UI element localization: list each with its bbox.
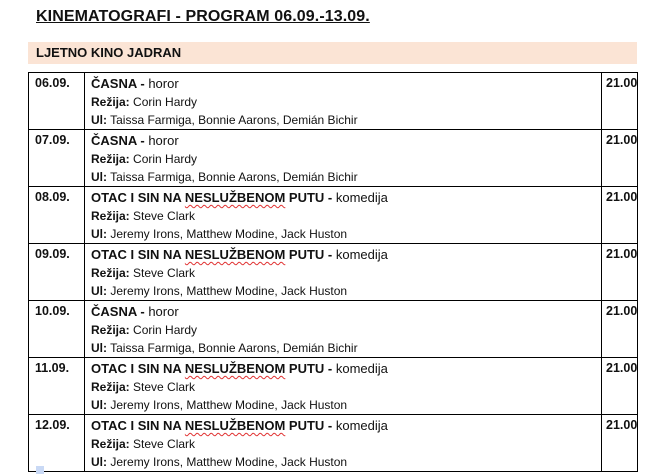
film-line <box>91 132 601 150</box>
director-name: Steve Clark <box>133 266 196 280</box>
film-genre: horor <box>148 304 179 319</box>
screening-time: 21.00 <box>606 418 638 432</box>
film-info <box>85 73 601 129</box>
cast-line <box>91 225 601 243</box>
schedule-row <box>29 358 638 415</box>
cast-names: Jeremy Irons, Matthew Modine, Jack Huston <box>110 455 348 469</box>
film-title-part: OTAC I SIN NA <box>91 190 185 205</box>
cast-names: Taissa Farmiga, Bonnie Aarons, Demián Bichir <box>110 113 358 127</box>
film-title-part: OTAC I SIN NA <box>91 247 185 262</box>
film-title-part: PUTU <box>285 361 325 376</box>
cast-line <box>91 396 601 414</box>
spellcheck-word: NESLUŽBENOM <box>184 361 286 376</box>
cast-names: Taissa Farmiga, Bonnie Aarons, Demián Bichir <box>110 170 358 184</box>
film-title-part: OTAC I SIN NA <box>91 361 185 376</box>
venue-header <box>28 42 637 64</box>
spellcheck-word: NESLUŽBENOM <box>184 247 286 262</box>
film-title <box>91 418 324 433</box>
film-genre: horor <box>148 133 179 148</box>
cast-label: Ul: <box>91 398 107 412</box>
screening-date: 12.09. <box>35 418 70 432</box>
director-line <box>91 207 601 225</box>
screening-date: 06.09. <box>35 76 70 90</box>
film-genre: horor <box>148 76 179 91</box>
schedule-row <box>29 73 638 130</box>
cast-line <box>91 339 601 357</box>
genre-separator: - <box>324 247 336 262</box>
film-title: ČASNA <box>91 304 137 319</box>
screening-time: 21.00 <box>606 76 638 90</box>
film-line <box>91 189 601 207</box>
screening-date: 08.09. <box>35 190 70 204</box>
director-name: Corin Hardy <box>133 95 198 109</box>
film-genre: komedija <box>335 418 388 433</box>
film-line <box>91 360 601 378</box>
schedule-row <box>29 415 638 472</box>
screening-time: 21.00 <box>606 361 638 375</box>
film-title-part: PUTU <box>285 418 325 433</box>
cast-label: Ul: <box>91 284 107 298</box>
director-line <box>91 264 601 282</box>
screening-date: 11.09. <box>35 361 70 375</box>
schedule-row <box>29 130 638 187</box>
cast-line <box>91 453 601 471</box>
film-line <box>91 75 601 93</box>
cast-label: Ul: <box>91 455 107 469</box>
cast-names: Jeremy Irons, Matthew Modine, Jack Huston <box>110 227 348 241</box>
cursor-marker <box>36 466 44 474</box>
director-name: Steve Clark <box>133 437 196 451</box>
film-title <box>91 247 324 262</box>
film-line <box>91 303 601 321</box>
screening-date: 07.09. <box>35 133 70 147</box>
cast-line <box>91 168 601 186</box>
schedule-row <box>29 187 638 244</box>
director-name: Corin Hardy <box>133 152 198 166</box>
director-label: Režija: <box>91 323 130 337</box>
screening-date: 09.09. <box>35 247 70 261</box>
director-line <box>91 150 601 168</box>
genre-separator: - <box>324 361 336 376</box>
schedule-row <box>29 244 638 301</box>
director-name: Steve Clark <box>133 209 196 223</box>
cast-names: Jeremy Irons, Matthew Modine, Jack Huston <box>110 398 348 412</box>
director-name: Steve Clark <box>133 380 196 394</box>
film-title <box>91 190 324 205</box>
director-line <box>91 378 601 396</box>
cast-line <box>91 282 601 300</box>
director-label: Režija: <box>91 266 130 280</box>
film-line <box>91 246 601 264</box>
film-title-part: OTAC I SIN NA <box>91 418 185 433</box>
genre-separator: - <box>324 190 336 205</box>
cast-label: Ul: <box>91 113 107 127</box>
film-info <box>85 415 601 471</box>
film-info <box>85 358 601 414</box>
film-title-part: PUTU <box>285 190 325 205</box>
film-info <box>85 244 601 300</box>
cast-label: Ul: <box>91 227 107 241</box>
genre-separator: - <box>136 304 149 319</box>
director-label: Režija: <box>91 95 130 109</box>
director-label: Režija: <box>91 437 130 451</box>
film-genre: komedija <box>335 190 388 205</box>
cast-names: Jeremy Irons, Matthew Modine, Jack Huston <box>110 284 348 298</box>
cast-names: Taissa Farmiga, Bonnie Aarons, Demián Bichir <box>110 341 358 355</box>
director-line <box>91 321 601 339</box>
schedule-table <box>28 72 638 472</box>
film-genre: komedija <box>335 247 388 262</box>
film-title: ČASNA <box>91 133 137 148</box>
film-info <box>85 187 601 243</box>
cast-label: Ul: <box>91 170 107 184</box>
spellcheck-word: NESLUŽBENOM <box>184 418 286 433</box>
director-label: Režija: <box>91 380 130 394</box>
cast-label: Ul: <box>91 341 107 355</box>
cast-line <box>91 111 601 129</box>
film-line <box>91 417 601 435</box>
director-label: Režija: <box>91 152 130 166</box>
director-line <box>91 435 601 453</box>
spellcheck-word: NESLUŽBENOM <box>184 190 286 205</box>
film-title: ČASNA <box>91 76 137 91</box>
film-genre: komedija <box>335 361 388 376</box>
film-info <box>85 130 601 186</box>
director-line <box>91 93 601 111</box>
screening-time: 21.00 <box>606 133 638 147</box>
director-label: Režija: <box>91 209 130 223</box>
screening-time: 21.00 <box>606 190 638 204</box>
venue-name: LJETNO KINO JADRAN <box>36 45 182 60</box>
genre-separator: - <box>136 133 149 148</box>
genre-separator: - <box>136 76 149 91</box>
film-title-part: PUTU <box>285 247 325 262</box>
screening-date: 10.09. <box>35 304 70 318</box>
page-title: KINEMATOGRAFI - PROGRAM 06.09.-13.09. <box>36 8 370 25</box>
genre-separator: - <box>324 418 336 433</box>
schedule-row <box>29 301 638 358</box>
director-name: Corin Hardy <box>133 323 198 337</box>
film-title <box>91 361 324 376</box>
film-info <box>85 301 601 357</box>
screening-time: 21.00 <box>606 304 638 318</box>
screening-time: 21.00 <box>606 247 638 261</box>
